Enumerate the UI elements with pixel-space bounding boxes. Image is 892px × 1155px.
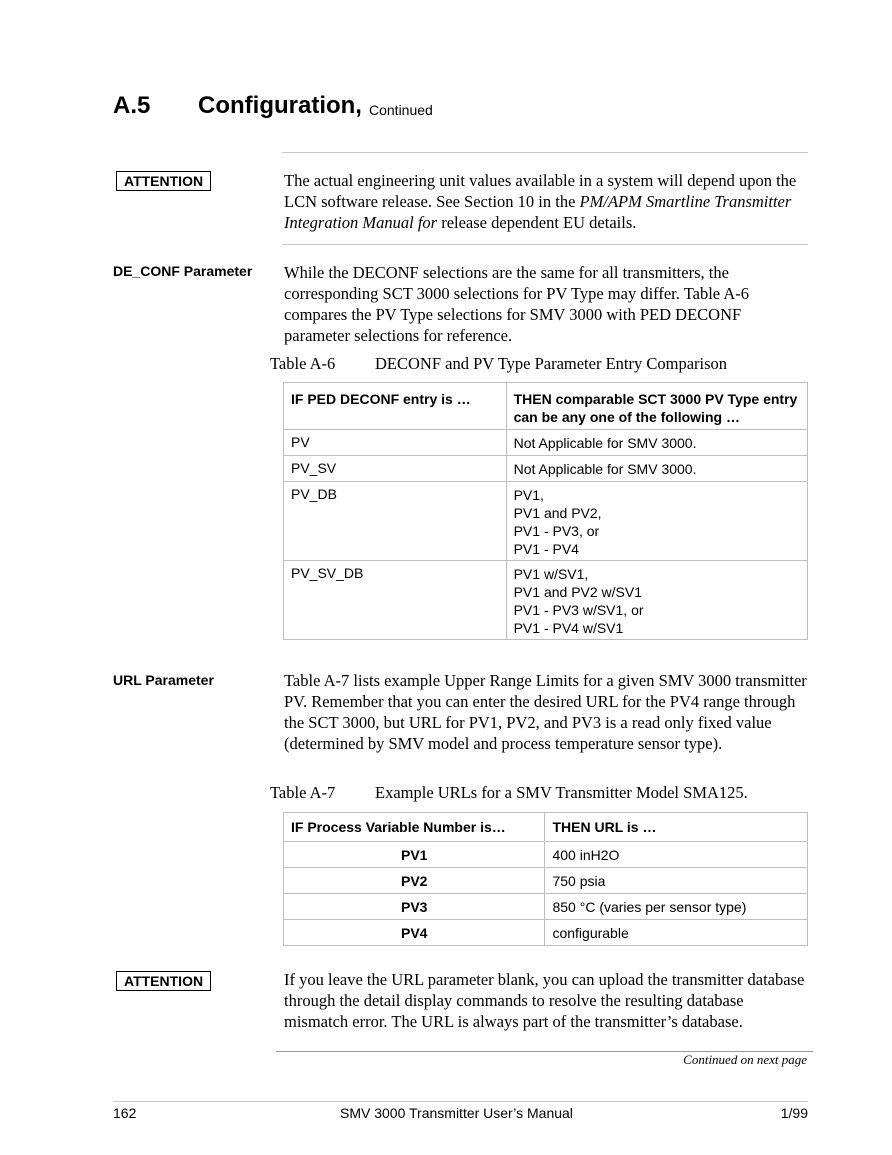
deconf-entry-cell: PV xyxy=(284,430,507,456)
footer-divider xyxy=(113,1101,808,1102)
pv-number-cell: PV1 xyxy=(284,842,545,868)
table-a7-title: Example URLs for a SMV Transmitter Model SMA125. xyxy=(375,783,748,802)
table-header-cell: THEN URL is … xyxy=(545,813,808,842)
table-header-cell: IF Process Variable Number is… xyxy=(284,813,545,842)
table-header-cell: THEN comparable SCT 3000 PV Type entry can be any one of the following … xyxy=(506,383,807,430)
attention-text: If you leave the URL parameter blank, you can upload the transmitter database through the detail display commands to resolve the resulting database mismatch error. The URL is always part of the transmitter’s database. xyxy=(284,970,805,1031)
url-value-cell: 750 psia xyxy=(545,868,808,894)
table-a7-caption xyxy=(270,783,810,805)
attention-label: ATTENTION xyxy=(116,971,211,991)
table-row xyxy=(284,482,808,561)
table-a6-number: Table A-6 xyxy=(270,354,336,373)
pv-type-cell: Not Applicable for SMV 3000. xyxy=(506,430,807,456)
table-a6 xyxy=(283,382,808,640)
deconf-entry-cell: PV_SV_DB xyxy=(284,561,507,640)
table-row xyxy=(284,561,808,640)
table-row xyxy=(284,842,808,868)
url-value-cell: 850 °C (varies per sensor type) xyxy=(545,894,808,920)
pv-type-cell: PV1 w/SV1, PV1 and PV2 w/SV1 PV1 - PV3 w/SV1, or PV1 - PV4 w/SV1 xyxy=(506,561,807,640)
pv-type-cell: Not Applicable for SMV 3000. xyxy=(506,456,807,482)
pv-number-cell: PV2 xyxy=(284,868,545,894)
table-a7-number: Table A-7 xyxy=(270,783,336,802)
divider xyxy=(282,152,808,153)
table-row xyxy=(284,920,808,946)
pv-number-cell: PV4 xyxy=(284,920,545,946)
page-number: 162 xyxy=(113,1105,137,1121)
table-row xyxy=(284,894,808,920)
table-header-row xyxy=(284,383,808,430)
section-number: A.5 xyxy=(113,92,151,119)
deconf-entry-cell: PV_SV xyxy=(284,456,507,482)
deconf-entry-cell: PV_DB xyxy=(284,482,507,561)
divider xyxy=(282,244,808,245)
url-value-cell: configurable xyxy=(545,920,808,946)
url-paragraph: Table A-7 lists example Upper Range Limits for a given SMV 3000 transmitter PV. Remember that you can enter the desired URL for the PV4 range through the SCT 3000, but URL for PV1, PV2, and PV3 is a read only fixed value (determined by SMV model and process temperature sensor type). xyxy=(284,671,807,753)
attention-label: ATTENTION xyxy=(116,171,211,191)
table-row xyxy=(284,868,808,894)
attention-text: The actual engineering unit values available in a system will depend upon the LCN software release. See Section 10 in the PM/APM Smartline Transmitter Integration Manual for release dependent EU details. xyxy=(284,171,797,232)
continued-label: Continued xyxy=(369,102,433,118)
pv-type-cell: PV1, PV1 and PV2, PV1 - PV3, or PV1 - PV4 xyxy=(506,482,807,561)
continued-next-page: Continued on next page xyxy=(683,1052,807,1067)
table-row xyxy=(284,430,808,456)
manual-title: SMV 3000 Transmitter User’s Manual xyxy=(340,1105,573,1121)
table-header-cell: IF PED DECONF entry is … xyxy=(284,383,507,430)
table-a7 xyxy=(283,812,808,946)
table-header-row xyxy=(284,813,808,842)
deconf-paragraph: While the DECONF selections are the same for all transmitters, the corresponding SCT 3000 selections for PV Type may differ. Table A-6 compares the PV Type selections for SMV 3000 with PED DECONF parameter selections for reference. xyxy=(284,263,749,345)
publication-date: 1/99 xyxy=(780,1105,808,1121)
table-a6-title: DECONF and PV Type Parameter Entry Comparison xyxy=(375,354,728,373)
url-parameter-label: URL Parameter xyxy=(113,672,214,688)
section-title: Configuration, xyxy=(198,92,362,119)
url-value-cell: 400 inH2O xyxy=(545,842,808,868)
table-row xyxy=(284,456,808,482)
pv-number-cell: PV3 xyxy=(284,894,545,920)
table-a6-caption xyxy=(270,354,810,376)
deconf-parameter-label: DE_CONF Parameter xyxy=(113,263,253,279)
